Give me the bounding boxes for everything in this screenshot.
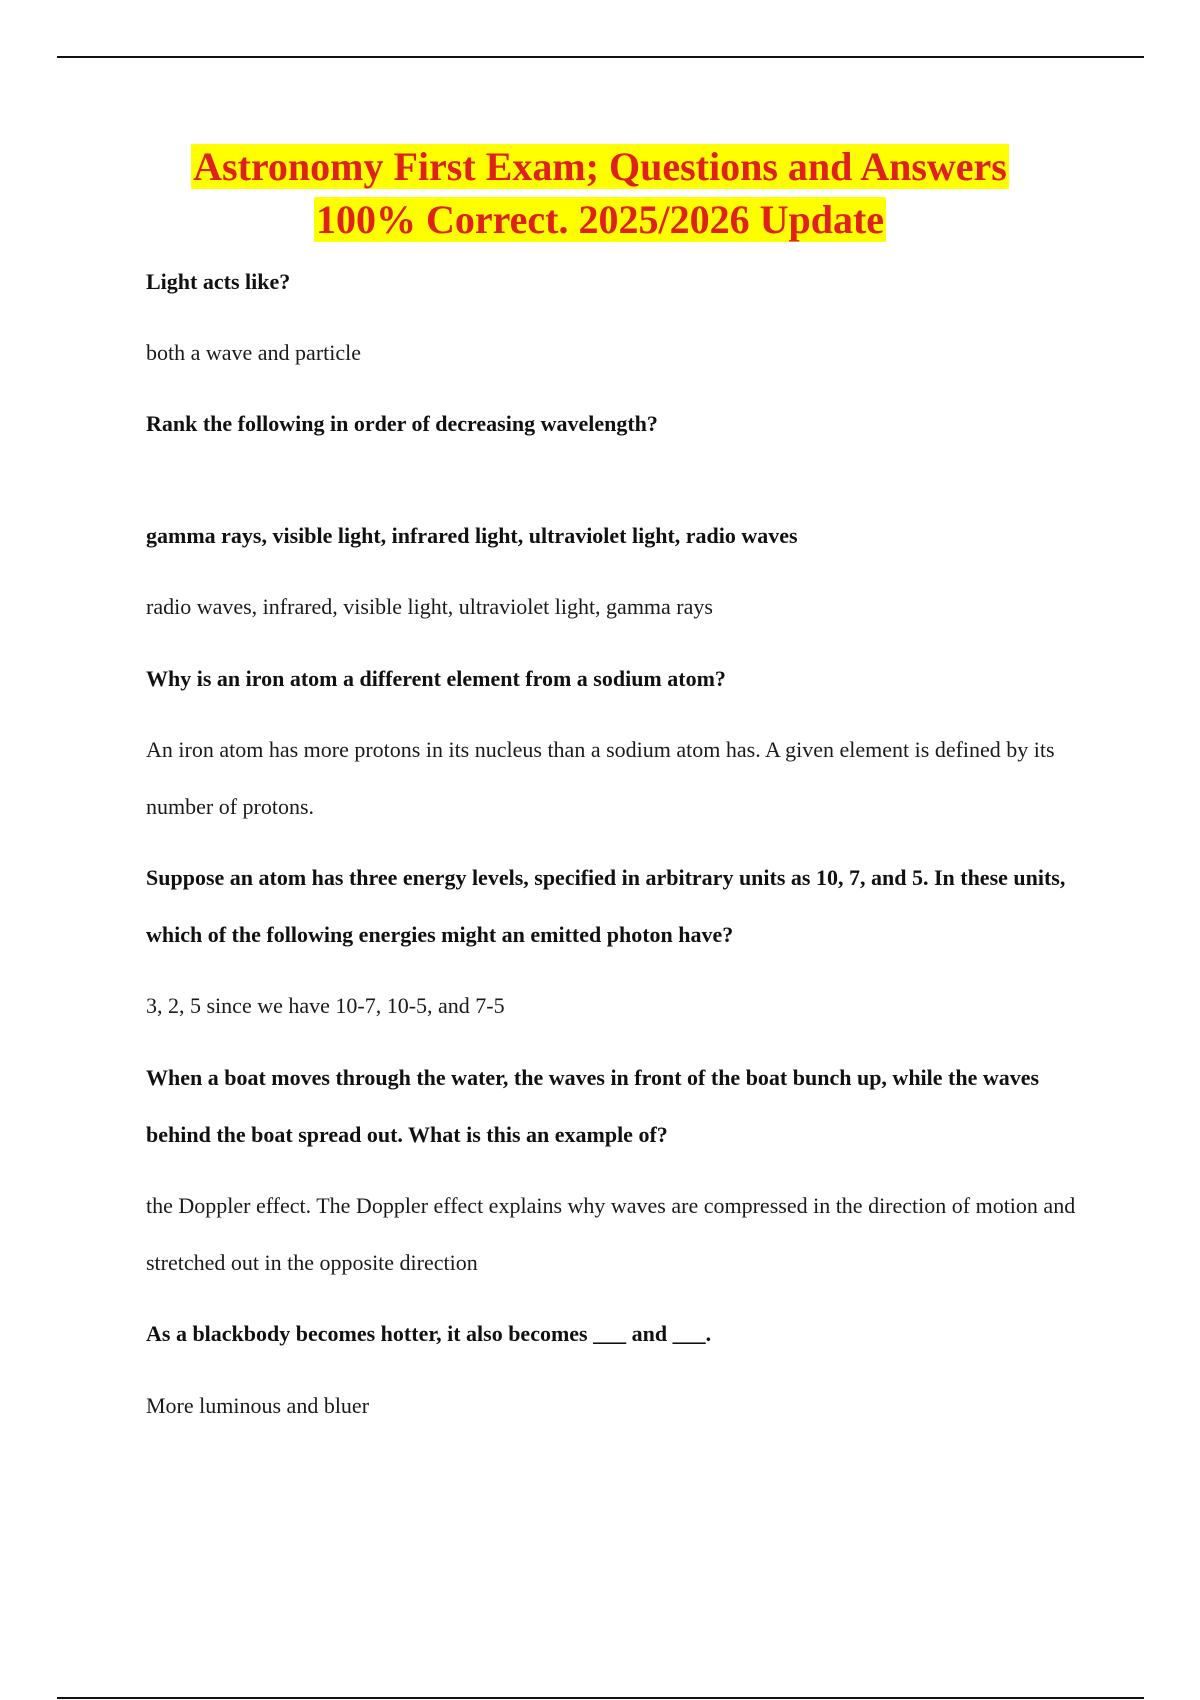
question-1: Light acts like? <box>146 269 291 294</box>
answer-4: 3, 2, 5 since we have 10-7, 10-5, and 7-5 <box>146 993 505 1018</box>
bottom-rule <box>57 1697 1144 1699</box>
answer-2: radio waves, infrared, visible light, ultraviolet light, gamma rays <box>146 594 713 619</box>
question-2: Rank the following in order of decreasing wavelength? <box>146 411 658 436</box>
question-5: When a boat moves through the water, the waves in front of the boat bunch up, while the waves behind the boat spread out. What is this an example of? <box>146 1065 1040 1147</box>
title-line-1: Astronomy First Exam; Questions and Answers <box>193 144 1007 189</box>
answer-5: the Doppler effect. The Doppler effect explains why waves are compressed in the direction of motion and stretched out in the opposite direction <box>146 1193 1076 1275</box>
question-3: Why is an iron atom a different element from a sodium atom? <box>146 666 726 691</box>
answer-6: More luminous and bluer <box>146 1393 370 1418</box>
title-line-2: 100% Correct. 2025/2026 Update <box>315 197 885 242</box>
question-6: As a blackbody becomes hotter, it also becomes ___ and ___. <box>146 1321 712 1346</box>
answer-1: both a wave and particle <box>146 340 362 365</box>
question-4: Suppose an atom has three energy levels, specified in arbitrary units as 10, 7, and 5. In these units, which of the following energies might an emitted photon have? <box>146 865 1066 947</box>
question-2-options: gamma rays, visible light, infrared light, ultraviolet light, radio waves <box>146 523 798 548</box>
top-rule <box>57 56 1144 58</box>
document-title <box>0 140 1200 246</box>
answer-3: An iron atom has more protons in its nucleus than a sodium atom has. A given element is defined by its number of protons. <box>146 737 1055 819</box>
